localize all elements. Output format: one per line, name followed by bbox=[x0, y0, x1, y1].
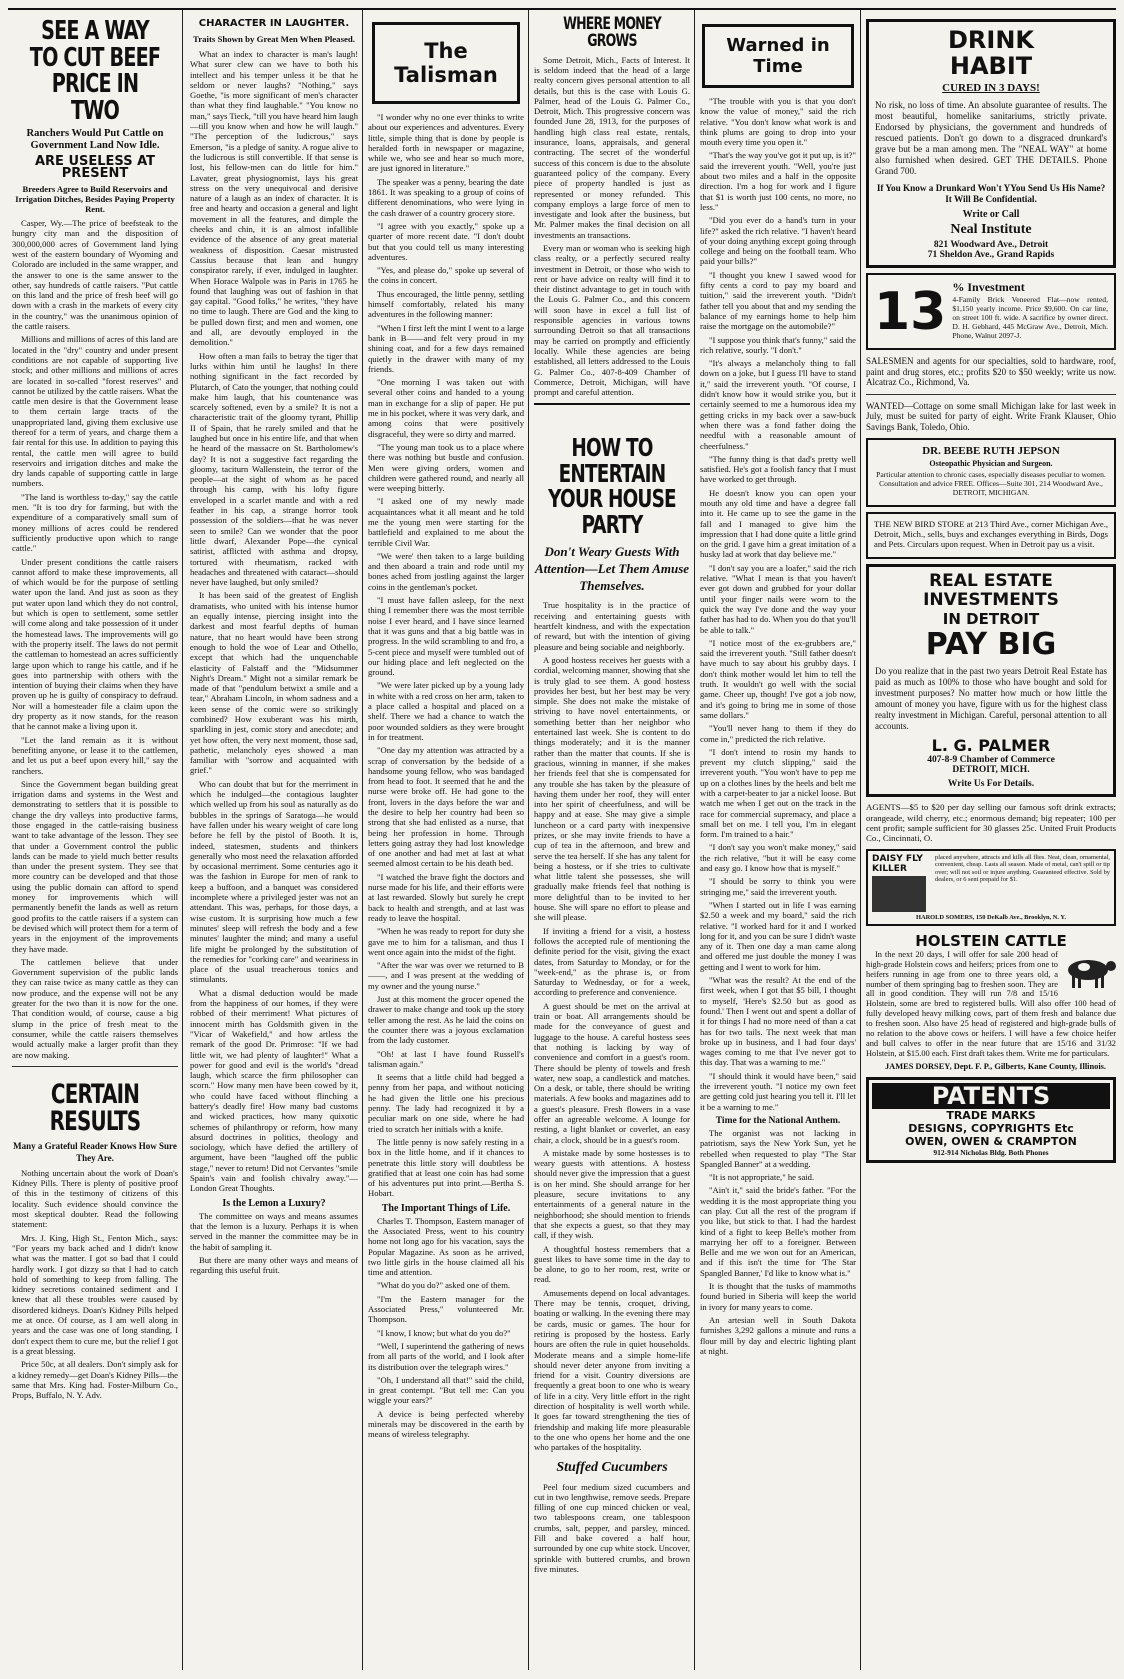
paragraph: "We were later picked up by a young lady in white with a red cross on her arm, taken to a place called a hospital and placed on a shelf. There we had a chance to watch the poor wounded soldiers as they were brought in for treatment. bbox=[368, 680, 524, 742]
ad-daisy-footer: HAROLD SOMERS, 150 DeKalb Ave., Brooklyn, N. Y. bbox=[915, 913, 1067, 921]
ad-13-title: % Investment bbox=[952, 280, 1025, 294]
paragraph: "I don't intend to rosin my hands to prevent my clutch slipping," said the irreverent youth. "You won't have to pep me up on a clothes lines by the heels and belt me with a carpet-beater to jar a nickel loose. But watch me when I get out on the track in the race for commercial supremacy, and place a small bet on me. I tell you, I'm in elegant form. I'm trained to a hair." bbox=[700, 746, 856, 840]
paragraph: Since the Government began building great irrigation dams and systems in the West and demonstrating to settlers that it is possible to change the dry valleys into productive farms, those engaged in the cattle-raising business want to take advantage of the lesson. They see that under a Government control the public lands can be made to yield much better results than under the present system. They see that more country can be developed and that those using the public domain can afford to spend money for improvements which will permanently benefit the lands as well as return good profits to the cattle raisers if a system can be devised which will protect them for a term of years in the enjoyment of the improvements they have made. bbox=[12, 778, 178, 954]
paragraph: It has been said of the greatest of English dramatists, who united with his intense humor an equally intense, piercing insight into the darkest and most fearful depths of human nature, that no heart would have been strong enough to hold the woe of Lear and Othello, except that which had the unquenchable elasticity of Falstaff and the "Midsummer Night's Dream." Might not a similar remark be made of that "pendulum betwixt a smile and a tear," Abraham Lincoln, in whom sadness and a keen sense of the comic were so strikingly combined? How exuberant was his mirth, sparkling in jest, comic story and anecdote; and yet how often, the very next moment, those sad, pathetic, melancholy eyes showed a man familiar with "sorrow and acquainted with grief." bbox=[190, 590, 358, 776]
paragraph: A device is being perfected whereby minerals may be discovered in the earth by means of wireless telegraphy. bbox=[368, 1408, 524, 1440]
paragraph: "I asked one of my newly made acquaintances what it all meant and he told me the young men were starting for the battlefield and explained to me about the terrible Civil War. bbox=[368, 496, 524, 548]
paragraph: "What was the result? At the end of the first week, when I got that $5 bill, I thought to myself, 'Here's $2.50 but as good as found.' Then I went out and spent a dollar of it for things I had no more need of than a cat has for two tails. The next week that man broke up in business, and I had four days' wages coming to me that I've never got to this day. That was a warning to me." bbox=[700, 975, 856, 1068]
paragraph: "Oh! at last I have found Russell's talisman again." bbox=[368, 1048, 524, 1069]
ad-patents-l2: DESIGNS, COPYRIGHTS Etc bbox=[908, 1121, 1074, 1135]
ad-cured-line: CURED IN 3 DAYS! bbox=[942, 82, 1040, 94]
column-rule bbox=[694, 10, 695, 1670]
paragraph: Casper, Wy.—The price of beefsteak to the hungry city man and the disposition of 300,000,000 acres of Government land lying west of the eastern boundary of Wyoming and Colorado are included in the same wrapper, and the answer to one is the same answer to the other, say hundreds of cattle raisers. "Put cattle on this land and the price of fresh beef will go down with a crash in the markets of every city in the country," was the unanimous opinion of the cattle raisers. bbox=[12, 218, 178, 332]
paragraph: "Did you ever do a hand's turn in your life?" asked the rich relative. "I haven't heard of your doing anything except going through college and being on the football team. Who paid your bills?" bbox=[700, 215, 856, 267]
paragraph: True hospitality is in the practice of receiving and entertaining guests with heartfelt kindness, and with the expectation of reward, but with the intention of giving pleasure and being sociable and neighborly. bbox=[534, 600, 690, 652]
paragraph: "I should be sorry to think you were stringing me," said the irreverent youth. bbox=[700, 876, 856, 897]
paragraph: The organist was not lacking in patriotism, says the New York Sun, yet he rebelled when requested to play "The Star Spangled Banner" at a wedding. bbox=[700, 1127, 856, 1169]
paragraph: It is thought that the tusks of mammoths found buried in Siberia will keep the world in ivory for many years to come. bbox=[700, 1281, 856, 1312]
deck-useless: ARE USELESS AT PRESENT bbox=[34, 154, 156, 182]
ad-neal-addr1: 821 Woodward Ave., Detroit bbox=[933, 240, 1049, 250]
paragraph: "Oh, I understand all that!" said the child, in great contempt. "But tell me: Can you wiggle your ears?" bbox=[368, 1374, 524, 1406]
paragraph: "I don't say you are a loafer," said the rich relative. "What I mean is that you haven't ever got down and grubbed for your dollar until your finger nails were worn to the quick the way I've done and the way your father has had to do. When you do that you'll be able to talk." bbox=[700, 562, 856, 635]
paragraph: Millions and millions of acres of this land are located in the "dry" country and under present conditions are not capable of supporting live stock; and other millions and millions of acres are located in so-called "forest reserves" and cannot be utilized by the cattle raisers. What the cattle men desire is that the Government lease to them certain large tracts of the unappropriated land, giving them exclusive use thereof for a term of years, and charge them a fair rental for this use. In addition to paying this rental, the cattle men will agree to build reservoirs and irrigation ditches and make the dry lands capable of supporting cattle in large numbers. bbox=[12, 334, 178, 489]
paragraph: "The trouble with you is that you don't know the value of money," said the rich relative. "You don't know what work is and think plums are going to drop into your mouth every time you open it." bbox=[700, 96, 856, 148]
ad-patents-title: PATENTS bbox=[872, 1083, 1110, 1109]
ad-re-h1: REAL ESTATE bbox=[929, 571, 1053, 592]
paragraph: If inviting a friend for a visit, a hostess follows the accepted rule of mentioning the definite period for the visit, giving the exact dates, from Saturday to Monday, or for the "week-end," as the phrase is, or from Saturday to Wednesday, or for a week, according to preference and convenience. bbox=[534, 925, 690, 998]
paragraph: A thoughtful hostess remembers that a guest likes to have some time in the day to be alone, to go to her room, rest, write or read. bbox=[534, 1243, 690, 1285]
ad-neal-addr2: 71 Sheldon Ave., Grand Rapids bbox=[927, 250, 1055, 260]
ad-drink-title: DRINK bbox=[947, 26, 1034, 54]
ad-patents-l1: TRADE MARKS bbox=[946, 1108, 1036, 1122]
paragraph: A good hostess receives her guests with a cordial, welcoming manner, showing that she is truly glad to see them. A good hostess provides her best, but her best may be very simple. She does not make the mistake of striving to have novel entertainments, or something better than her neighbor who entertained last week. She is content to do things moderately; and it is the manner rather than the matter that counts. If she is gracious, winning in manner, if she makes her friends feel that she is compensated for any trouble she has taken by the pleasure of having them under her roof, they will enter into her spirit of cheerfulness, and will be happy and at ease. She may give a simple luncheon or a card party with inexpensive prizes, or she may invite friends to have a cup of tea in the afternoon, and brew and serve the tea herself. If she has any talent for being a hostess, or if she tries to cultivate what little talent she possesses, she will gradually make friends feel that nothing is more delightful than to be invited to her house. She will spare no effort to please and she will please. bbox=[534, 654, 690, 923]
headline-lemon-luxury: Is the Lemon a Luxury? bbox=[222, 1197, 326, 1209]
column-1 bbox=[12, 14, 178, 1403]
paragraph: "What do you do?" asked one of them. bbox=[377, 1280, 511, 1291]
paragraph: Who can doubt that but for the merriment in which he indulged—the contagious laughter which welled up from his soul as naturally as do bubbles in the springs of Saratoga—he would have fallen under his weary weight of care long before he fell by the pistol of Booth. It is, indeed, statesmen, students and thinkers generally who most need the relaxation afforded by occasional merriment. Some centuries ago it was the fashion in Europe for men of rank to keep a buffoon, and a banquet was considered incomplete where a privileged jester was not an attendant. This was, perhaps, for those days, a wise custom. It is surprising how much a few minutes' sleep will refresh the body and a few minutes' laughter the mind; and many a useful life might be prolonged by the substitution of the remedies for "corking care" and weariness in place of the usual treacherous tonics and stimulants. bbox=[190, 778, 358, 985]
paragraph: "I notice most of the ex-grubbers are," said the irreverent youth. "Still father doesn't have much to say about his grubby days. I don't think mother would let him to tell the truth. It wouldn't go well with the social game. Cheer up, though! I've got a job now, and it's going to bring me in some of those same dollars." bbox=[700, 637, 856, 720]
paragraph: He doesn't know you can open your mouth any old time and have a degree fall into it. He came up to see the game in the fall and I managed to give him the impression that I had done quite a little grind on the grid. I gave him a great imitation of a husky lad at work that day believe me." bbox=[700, 487, 856, 560]
paragraph: The speaker was a penny, bearing the date 1861. It was speaking to a group of coins of different denominations, who were lying in the cash drawer of a country grocery store. bbox=[368, 176, 524, 218]
deck-ranchers: Ranchers Would Put Cattle on Government Land Now Idle. bbox=[26, 128, 164, 152]
ad-re-write: Write Us For Details. bbox=[947, 779, 1035, 790]
paragraph: What a dismal deduction would be made from the happiness of our homes, if they were robbed of their merriment! What pictures of innocent mirth has Goldsmith given in the "Vicar of Wakefield," and how artless the remark of the good Dr. Primrose: "If we had little wit, we had plenty of laughter!" What a power for good and evil is the world's "dread laugh, which scarce the firm philosopher can scorn." How many men have been cowed by it, who could have faced without flinching a battery's deadly fire! How many bad customs and wicked practices, how many quixotic schemes of philanthropy or reform, how many absurd doctrines in politics, theology and sociology, which have defied the artillery of argument, have been "laughed off the public stage," never to return! Did not Cervantes "smile Spain's vain and foolish chivalry away."—London Great Thoughts. bbox=[190, 987, 358, 1194]
paragraph: "The young man took us to a place where there was nothing but bustle and confusion. Men were giving orders, women and children were gathered round, and nearly all were weeping bitterly. bbox=[368, 441, 524, 494]
paragraph: Every man or woman who is seeking high class realty, or a perfectly secured realty investment in Detroit, or those who wish to rent or have advice on realty will find it to their distinct advantage to get in touch with the Louis G. Palmer Co., and this concern will soon have in excel a full list of responsible agencies in various towns surrounding Detroit so that all transactions may be carried on promptly and efficiently locally. While these agencies are being established, all letters addressed to the Louis G. Palmer Co., 407-8-409 Chamber of Commerce, Detroit, Michigan, will have prompt and careful attention. bbox=[534, 243, 690, 398]
deck-traits: Traits Shown by Great Men When Pleased. bbox=[192, 34, 356, 44]
paragraph: "I don't say you won't make money," said the rich relative, "but it will be easy come and easy go. I know how that is myself." bbox=[700, 842, 856, 874]
paragraph: "We were' then taken to a large building and then aboard a train and rode until my bones ached from jostling against the larger coins in the gentleman's pocket. bbox=[368, 550, 524, 592]
column-3 bbox=[368, 14, 524, 1443]
paragraph: "I know, I know; but what do you do?" bbox=[377, 1327, 511, 1338]
ad-holstein-sig: JAMES DORSEY, Dept. F. P., Gilberts, Kane County, Illinois. bbox=[884, 1061, 1107, 1071]
headline-important-things: The Important Things of Life. bbox=[381, 1202, 511, 1214]
ad-re-h3: IN DETROIT bbox=[942, 610, 1040, 629]
paragraph: Nothing uncertain about the work of Doan's Kidney Pills. There is plenty of positive proof of this in the testimony of citizens of this locality. Such evidence should convince the most skeptical doubter. Read the following statement: bbox=[12, 1167, 178, 1230]
ad-patents bbox=[866, 1077, 1116, 1163]
paragraph: "You'll never hang to them if they do come in," predicted the rich relative. bbox=[700, 723, 856, 744]
deck-grateful-reader: Many a Grateful Reader Knows How Sure They Are. bbox=[13, 1140, 177, 1163]
ad-drink-body: No risk, no loss of time. An absolute guarantee of results. The most beautiful, homelike sanitariums, strictly private. Endorsed by physicians, the government and hundreds of rescued patients. Don't go down to a disgraced drunkard's grave but be a man among men. The "NEAL WAY" at home also furnished when desired. GET THE DETAILS. Phone Grand 700. bbox=[875, 100, 1107, 176]
paragraph: "It is not appropriate," he said. bbox=[709, 1172, 815, 1183]
paragraph: "When I started out in life I was earning $2.50 a week and my board," said the rich relative. "I worked hard for it and I worked long for it, and you can be sure I didn't waste any of it. Then one day a man came along and offered me just double the money I was getting and I went to work for him. bbox=[700, 899, 856, 972]
paragraph: "I must have fallen asleep, for the next thing I remember there was the most terrible noise I ever heard, and I have since learned that it was guns and that a big battle was in progress. In the wild scrambling to and fro, a 5-cent piece and myself were tumbled out of our hiding place and left neglected on the ground. bbox=[368, 595, 524, 678]
ad-new-bird-store bbox=[866, 512, 1116, 560]
ad-patents-l3: OWEN, OWEN & CRAMPTON bbox=[905, 1134, 1077, 1148]
ad-jepson-name: DR. BEEBE RUTH JEPSON bbox=[922, 444, 1060, 457]
ad-dr-jepson bbox=[866, 438, 1116, 507]
ad-neal-institute: Neal Institute bbox=[950, 222, 1032, 237]
paragraph: "I watched the brave fight the doctors and nurse made for his life, and their efforts were at last rewarded. Slowly but surely he crept back to health and strength, and at last was ready to leave the hospital. bbox=[368, 871, 524, 923]
ad-re-pay-big: PAY BIG bbox=[925, 627, 1057, 663]
ad-agents: AGENTS—$5 to $20 per day selling our famous soft drink extracts; orangeade, wild cherry, etc.; enormous demand; big repeater; 100 per cent profit; sample sufficient for 30 glasses 25c. United Fruit Products Co., Cincinnati, O. bbox=[866, 802, 1116, 844]
headline-entertain-house-party: HOW TO ENTERTAIN YOUR HOUSE PARTY bbox=[548, 433, 676, 539]
page-top-rule bbox=[8, 8, 1116, 10]
paragraph: "It's always a melancholy thing to fall down on a joke, but I guess I'll have to stand it," said the irreverent youth. "Of course, I didn't know how it would strike you, but it certainly seemed to me a humorous idea my getting cricks in my back over a saw-buck when there was a fond father doing the needful with a reasonable amount of cheerfulness." bbox=[700, 358, 856, 451]
paragraph: "When I first left the mint I went to a large bank in B——and felt very proud in my shining coat, and for a few days remained quietly in the drawer with many of my friends. bbox=[368, 322, 524, 374]
paragraph: Amusements depend on local advantages. There may be tennis, croquet, driving, boating or walking. In the evening there may be cards, music or games. The hour for retiring is proposed by the hostess. Early hours are often the rule in quiet households. Moderate means and a simple home-life should never deter anyone from inviting a friend for a visit. Country diversions are frequently a great boon to one who is weary of life in a city. Very little effort in the right direction of hospitality is well worth while. It goes far toward strengthening the ties of friendship and making life more pleasurable to the one who opens her home and the one who partakes of the hospitality. bbox=[534, 1287, 690, 1453]
paragraph: "The funny thing is that dad's pretty well satisfied. He's got a foolish fancy that I must have worked to get through. bbox=[700, 453, 856, 485]
ad-jepson-body: Particular attention to chronic cases, especially diseases peculiar to women. Consultation and advice FREE. Offices—Suite 301, 214 Woodward Ave., DETROIT, MICHIGAN. bbox=[876, 469, 1106, 497]
ad-holstein bbox=[866, 950, 1116, 1072]
divider bbox=[12, 1066, 178, 1067]
paragraph: "I suppose you think that's funny," said the rich relative, sourly. "I don't." bbox=[700, 334, 856, 355]
column-5 bbox=[700, 14, 856, 1359]
paragraph: "I should think it would have been," said the irreverent youth. "I notice my own feet are getting cold just hearing you tell it. I'll let it be a warning to me." bbox=[700, 1070, 856, 1112]
ad-real-estate bbox=[866, 564, 1116, 797]
divider bbox=[534, 403, 690, 405]
column-rule bbox=[182, 10, 183, 1670]
headline-character-laughter: CHARACTER IN LAUGHTER. bbox=[198, 18, 350, 29]
paragraph: Thus encouraged, the little penny, settling himself comfortably, related his many adventures in the following manner: bbox=[368, 288, 524, 320]
ad-re-addr2: DETROIT, MICH. bbox=[952, 765, 1030, 776]
paragraph: But there are many other ways and means of regarding this useful fruit. bbox=[190, 1254, 358, 1276]
ad-write-call: Write or Call bbox=[962, 209, 1020, 220]
ad-re-body: Do you realize that in the past two years Detroit Real Estate has paid as much as 100% to those who have bought and sold for investment purposes? No matter how much or how little the amount of money you have, figure with us for the highest class realty investment in Michigan. Careful, personal attention to all accounts. bbox=[875, 666, 1107, 732]
paragraph: "Ain't it," said the bride's father. "For the wedding it is the most appropriate thing you can play. Cut all the rest of the program if you like, but stick to that. I had the hardest kind of a fight to keep Belle's mother from marrying her off to a foreigner. Between Belle and me we won out for an American, and if this isn't the time for 'The Star Spangled Banner,' I'd like to know what is." bbox=[700, 1185, 856, 1278]
ad-jepson-line: Osteopathic Physician and Surgeon. bbox=[929, 458, 1053, 468]
paragraph: The committee on ways and means assumes that the lemon is a luxury. Perhaps it is when served in the manner the committee may be in the habit of sampling it. bbox=[190, 1210, 358, 1252]
column-rule bbox=[860, 10, 861, 1670]
column-6-ads bbox=[866, 14, 1116, 1168]
paragraph: A guest should be met on the arrival at train or boat. All arrangements should be made for the conveyance of guest and luggage to the house. A careful hostess sees that nothing is lacking by way of convenience and comfort in a guest's room. There should be plenty of towels and fresh water, new soap, a candlestick and matches. On a desk, or table, there should be writing materials. A few books and magazines add to a guest's pleasure. Fresh flowers in a vase offer an agreeable welcome. A lounge for resting, a light blanket or coverlet, an easy chair, a clock, should be in a guest's room. bbox=[534, 1000, 690, 1145]
headline-warned-in-time: Warned in Time bbox=[702, 24, 854, 88]
deck-breeders: Breeders Agree to Build Reservoirs and Irrigation Ditches, Besides Paying Property Rent. bbox=[15, 184, 175, 215]
ad-daisy-fly-killer bbox=[866, 849, 1116, 926]
paragraph: "Let the land remain as it is without benefiting anyone, or lease it to the cattlemen, and let us put a beef upon every hill," say the ranchers. bbox=[12, 734, 178, 776]
ad-13-percent-investment bbox=[866, 273, 1116, 350]
paragraph: "Yes, and please do," spoke up several of the coins in concert. bbox=[368, 265, 524, 286]
paragraph: "After the war was over we returned to B——, and I was present at the wedding of my owner and the young nurse." bbox=[368, 960, 524, 991]
paragraph: "One morning I was taken out with several other coins and handed to a young man in exchange for a slip of paper. He put me in his pocket, where it was very dark, and among coins that were positively disgraceful, they were so dirty and marred. bbox=[368, 377, 524, 439]
headline-where-money-grows: WHERE MONEY GROWS bbox=[563, 14, 661, 52]
ad-holstein-body: In the next 20 days, I will offer for sale 200 head of high-grade Holstein cows and heifers; prices from one to heifers running in age from one to three years old, a number of them springing bag to freshen soon. They are all in good condition. They will run 7/8 and 15/16 Holstein, some are bred to registered bulls. Will also offer 100 head of fully developed heavy milking cows, part of them fresh and balance due to freshen soon. Also have 25 head of registered and high-grade bulls of no relation to the above cows or heifers. I will have a few choice heifer and bull calves to offer in the near future that are 15/16 and 31/32 Holstein, at $15.00 each. First draft takes them. Write me for particulars. bbox=[866, 949, 1116, 1058]
paragraph: Some Detroit, Mich., Facts of Interest. It is seldom indeed that the head of a large realty concern gives personal attention to all details, but this is the case with Louis G. Palmer, head of the Louis G. Palmer Co., Detroit, Mich. This progressive concern was founded June 28, 1913, for the purposes of handling high class real estate, rentals, insurance, loans, appraisals, and general contracting. The secret of the wonderful success of this concern is due to the absolute guaranteed policy of the company. Every piece of property handled is just as represented or money refunded. This company employs a large force of men to investigate and look after the business, but Mr. Palmer makes the final decision on all investments an transactions. bbox=[534, 54, 690, 240]
paragraph: "I'm the Eastern manager for the Associated Press," volunteered Mr. Thompson. bbox=[368, 1293, 524, 1325]
column-2 bbox=[190, 14, 358, 1278]
cow-image bbox=[1062, 954, 1116, 990]
ad-13-body: 4-Family Brick Veneered Flat—now rented, $1,150 yearly income. Price $9,600. On car line, on street 100 ft. wide. A sacrifice by owner direct. D. H. Gebhard, 445 McGraw Ave., Detroit, Mich. Phone, Walnut 2097-J. bbox=[952, 295, 1108, 340]
divider bbox=[866, 394, 1116, 395]
paragraph: Peel four medium sized cucumbers and cut in two lengthwise, remove seeds. Prepare filling of one cup minced chicken or veal, two tablespoons cream, one tablespoon crumbs, salt, pepper, and parsley, minced. Fill and bake covered a half hour, surrounded by one cup white stock. Uncover, sprinkle with buttered crumbs, and brown five minutes. bbox=[534, 1481, 690, 1574]
paragraph: Charles T. Thompson, Eastern manager of the Associated Press, went to his country home not long ago for his vacation, says the Popular Magazine. As soon as he arrived, two little girls in the house claimed all his time and attention. bbox=[368, 1215, 524, 1278]
paragraph: "The land is worthless to-day," say the cattle men. "It is too dry for farming, but with the expenditure of a comparatively small sum of money millions of acres could be rendered sufficiently productive upon which to range cattle." bbox=[12, 491, 178, 554]
ad-wanted-cottage: WANTED—Cottage on some small Michigan lake for last week in July, must be suited for party of eight. Write Frank Klauser, Ohio Savings Bank, Toledo, Ohio. bbox=[866, 400, 1116, 432]
paragraph: "I agree with you exactly," spoke up a quarter of more recent date. "I don't doubt but that you could tell us many interesting adventures. bbox=[368, 220, 524, 262]
ad-re-palmer: L. G. PALMER bbox=[931, 736, 1051, 756]
paragraph: The cattlemen believe that under Government supervision of the public lands they can raise twice as many cattle as they can now produce, and the expense will not be any greater for the two than it is now for the one. That condition would, of course, cause a big slump in the price of fresh meat to the consumer, while the cattle raisers themselves would actually make a larger profit than they are now making. bbox=[12, 956, 178, 1060]
ad-salesmen: SALESMEN and agents for our specialties, sold to hardware, roof, paint and drug stores, etc.; profits $20 to $50 weekly; write us now. Alcatraz Co., Richmond, Va. bbox=[866, 356, 1116, 388]
ad-re-h2: INVESTMENTS bbox=[923, 590, 1059, 611]
paragraph: "I wonder why no one ever thinks to write about our experiences and adventures. Every little, simple thing that is done by people is heralded forth in newspaper or magazine, while we, who see and hear so much more, are just ignored in literature." bbox=[368, 112, 524, 174]
paragraph: "That's the way you've got it put up, is it?" said the irreverent youth. "Well, you're just about two miles and a half in the opposite direction. I'm a hog for work and I figure that $1 is worth just 100 cents, no more, no less." bbox=[700, 150, 856, 212]
ad-13-number: 13 bbox=[874, 281, 947, 342]
paragraph: It seems that a little child had begged a penny from her papa, and without noticing he had given the little one his precious penny. The lady had recognized it by a peculiar mark on one side, where he had tried to scratch her initials with a knife. bbox=[368, 1072, 524, 1134]
ad-habit-title: HABIT bbox=[949, 52, 1033, 80]
paragraph: What an index to character is man's laugh! What surer clew can we have to both his intellect and his temper unless it be that he seldom or never laughs? "Nothing," says Goethe, "is more significant of men's character than what they find laughable." "You know no man," says Tieck, "till you have heard him laugh—till you know when and how he will laugh." "The perception of the ludicrous," says Emerson, "is a pledge of sanity. A rogue alive to the ludicrous is still convertible. If that sense is lost, his fellow-men can do little for him." Lavater, great physiognomist, lays his great stress on the very unequivocal and derisive nature of a laugh as an index of character. It is free and hearty and occasion a general and light movement in all the features, and dimple the cheeks and chin, it is an almost infallible evidence of the absence of any great material weakness of disposition. Caesar mistrusted Cassius because that lean and hungry conspirator rarely, if ever, indulged in laughter. When Horace Walpole was in Paris in 1765 he found that laughing was out of fashion in that gay capital. "Good folks," he writes, "they have no time to laugh. There are God and the king to be pulled down first; and men and women, one and all, are devoutly employed in the demolition." bbox=[190, 49, 358, 348]
column-rule bbox=[528, 10, 529, 1670]
ad-drink-habit bbox=[866, 19, 1116, 268]
deck-dont-weary-guests: Don't Weary Guests With Attention—Let Them Amuse Themselves. bbox=[534, 544, 690, 594]
headline-national-anthem: Time for the National Anthem. bbox=[715, 1115, 841, 1126]
paragraph: A mistake made by some hostesses is to weary guests with attentions. A hostess should never give the impression that a guest is on her mind. She should arrange for her pleasure, secure invitations to any entertainments of a general nature in the neighborhood; she should mention to friends that she expects a guest, so that they may call, if they wish. bbox=[534, 1147, 690, 1241]
paragraph: "When he was ready to report for duty she gave me to him for a talisman, and thus I went once again into the midst of the fight. bbox=[368, 926, 524, 957]
daisy-product-image bbox=[872, 876, 926, 912]
paragraph: Under present conditions the cattle raisers cannot afford to make these improvements, all of which would be for the purpose of settling water upon the land. And just as soon as they put water upon land which they do not control, but which is open to settlement, some settler will come along and take possession of it under the homestead laws. The improvements will go with the property itself. The laws do not permit the cattleman to homestead an acres sufficiently large upon which to range his cattle, and if he goes into partnership with others with the intention of buying their claims when they have proven up he is guilty of conspiracy to defraud. Nor will a homesteader file a claim upon the dry property as it now stands, for the reason that he cannot make a living upon it. bbox=[12, 556, 178, 732]
headline-stuffed-cucumbers: Stuffed Cucumbers bbox=[556, 1459, 668, 1475]
headline-beef-price: SEE A WAY TO CUT BEEF PRICE IN TWO bbox=[29, 16, 161, 126]
ad-daisy-body: placed anywhere, attracts and kills all flies. Neat, clean, ornamental, convenient, cheap. Lasts all season. Made of metal, can't spill or tip over; will not soil or injure anything. Guaranteed effective. Sold by dealers, or 6 sent prepaid for $1. bbox=[935, 853, 1110, 884]
ad-re-addr1: 407-8-9 Chamber of Commerce bbox=[927, 755, 1055, 766]
ad-holstein-title: HOLSTEIN CATTLE bbox=[915, 931, 1067, 950]
headline-talisman: The Talisman bbox=[372, 22, 520, 104]
column-4 bbox=[534, 14, 690, 1577]
paragraph: Mrs. J. King, High St., Fenton Mich., says: "For years my back ached and I didn't know what was the matter. I got so bad that I could hardly work. I got dizzy so that I had to catch hold of something to keep from falling. The kidney secretions contained sediment and I knew that all these troubles were caused by disordered kidneys. Doan's Kidney Pills helped me at once. Of course, as I am well along in years and the case was one of long standing, I don't expect them to cure me, but the relief I got is a great blessing. bbox=[12, 1232, 178, 1356]
paragraph: The little penny is now safely resting in a box in the little home, and if it chances to penetrate this little story will doubtless be gratified that at least one coin has had some of his adventures put into print.—Bertha S. Hobart. bbox=[368, 1136, 524, 1199]
headline-certain-results: CERTAIN RESULTS bbox=[49, 1078, 141, 1138]
ad-bird-body: THE NEW BIRD STORE at 213 Third Ave., corner Michigan Ave., Detroit, Mich., sells, buys and exchanges everything in Birds, Dogs and Pets. Circulars upon request. When in Detroit pay us a visit. bbox=[874, 518, 1108, 549]
ad-patents-l4: 912-914 Nicholas Bldg. Both Phones bbox=[933, 1147, 1049, 1157]
ad-drink-ask: If You Know a Drunkard Won't YYou Send Us His Name? It Will Be Confidential. bbox=[876, 183, 1106, 204]
paragraph: "I thought you knew I sawed wood for fifty cents a cord to pay my board and tuition," said the irreverent youth. "Didn't father tell you about that and my sending the balance of my earnings home to help him raise the mortgage on the automobile?" bbox=[700, 269, 856, 332]
paragraph: "Well, I superintend the gathering of news from all parts of the world, and I look after its distribution over the telegraph wires." bbox=[368, 1340, 524, 1372]
ad-daisy-title: DAISY FLY KILLER bbox=[872, 853, 923, 874]
column-rule bbox=[362, 10, 363, 1670]
paragraph: Just at this moment the grocer opened the drawer to make change and took up the story teller among the rest. As he laid the coins on the counter there was a joyous exclamation from the lady customer. bbox=[368, 994, 524, 1046]
paragraph: An artesian well in South Dakota furnishes 3,292 gallons a minute and runs a flour mill by day and electric lighting plant at night. bbox=[700, 1314, 856, 1356]
paragraph: "One day my attention was attracted by a scrap of conversation by the bedside of a handsome young fellow, who was bandaged from head to foot. It seemed that he and the nurse were broke off. He had gone to the front, lovers in the days before the war and the desire to help her country had been so strong that she had enlisted as a nurse, that being her profession in home. Through letters going astray they had lost knowledge of one another and had met at last at what seemed almost certain to be his death bed. bbox=[368, 745, 524, 869]
paragraph: Price 50c, at all dealers. Don't simply ask for a kidney remedy—get Doan's Kidney Pills—the same that Mrs. King had. Foster-Milburn Co., Props, Buffalo, N. Y. Adv. bbox=[12, 1359, 178, 1401]
paragraph: How often a man fails to betray the tiger that lurks within him until he laughs! In there nothing significant in the fact recorded by Plutarch, of Cato the younger, that nothing could make him laugh, that his countenance was scarcely softened, even by a smile? It is not a characteristic trait of the gloomy tyrant, Phillip II of Spain, that he rarely smiled and that he laughed but once in his entire life, and that when he heard of the massacre on St. Bartholomew's day? It is not a suggestive fact regarding the gloomy, taciturn Wallenstein, the terror of the people—at the sight of whom as he paced through his camp, with his lofty figure enveloped in a scarlet mantle and with a red feather in his cap, a strange horror took possession of the soldiers—that he was never seen to smile? Can we wonder that the poor little dwarf, Alexander Pope—the cynical satirist, afflicted with asthma and dropsy, tortured with rheumatism, racked with headaches and threatened with cataract—should never have laughed, but only smiled? bbox=[190, 350, 358, 588]
